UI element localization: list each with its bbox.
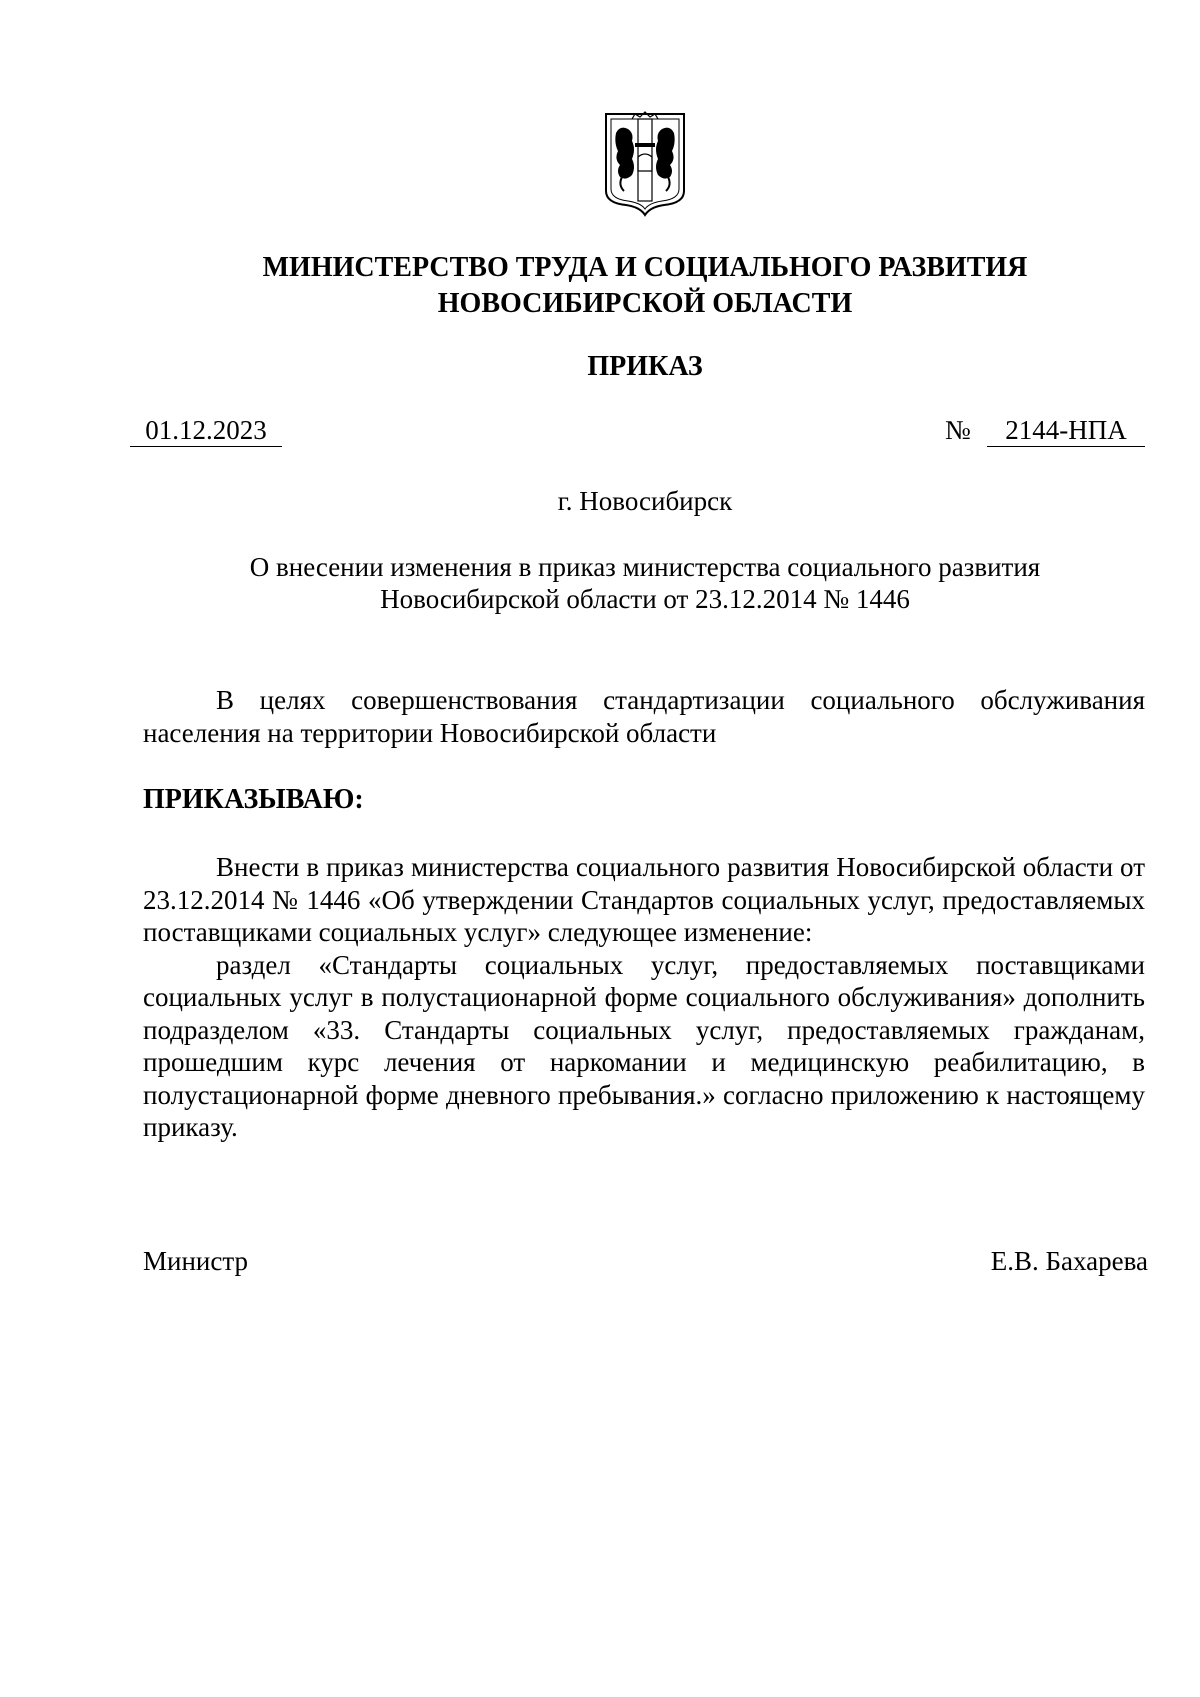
signature-position: Министр — [143, 1246, 248, 1276]
paragraph-1: Внести в приказ министерства социального развития Новосибирской области от 23.12.2014 № 1446 «Об утверждении Стандартов социальных услуг, предоставляемых поставщиками социальных услуг» следующее изменение: — [143, 852, 1145, 947]
subject-line-2: Новосибирской области от 23.12.2014 № 1446 — [380, 584, 910, 614]
order-word: ПРИКАЗЫВАЮ: — [143, 784, 364, 815]
order-body — [143, 851, 1145, 1144]
order-subject — [0, 551, 1200, 615]
order-number: 2144-НПА — [987, 414, 1145, 447]
document-type: ПРИКАЗ — [587, 351, 703, 382]
subject-line-1: О внесении изменения в приказ министерства социального развития — [249, 552, 1041, 582]
paragraph-2: раздел «Стандарты социальных услуг, предоставляемых поставщиками социальных услуг в полустационарной форме социального обслуживания» дополнить подразделом «33. Стандарты социальных услуг, предоставляемых гражданам, прошедшим курс лечения от наркомании и медицинскую реабилитацию, в полустационарной форме дневного пребывания.» согласно приложению к настоящему приказу. — [143, 949, 1145, 1142]
order-date: 01.12.2023 — [130, 414, 282, 447]
signature-name: Е.В. Бахарева — [990, 1246, 1148, 1276]
city: г. Новосибирск — [557, 486, 733, 516]
coat-of-arms-icon — [602, 111, 688, 217]
preamble-text: В целях совершенствования стандартизации социального обслуживания населения на территории Новосибирской области — [143, 685, 1145, 748]
preamble — [143, 684, 1145, 749]
number-sign: № — [945, 415, 971, 445]
ministry-name-line-1: МИНИСТЕРСТВО ТРУДА И СОЦИАЛЬНОГО РАЗВИТИЯ — [262, 252, 1028, 283]
ministry-name — [0, 250, 1200, 322]
ministry-name-line-2: НОВОСИБИРСКОЙ ОБЛАСТИ — [437, 288, 853, 319]
